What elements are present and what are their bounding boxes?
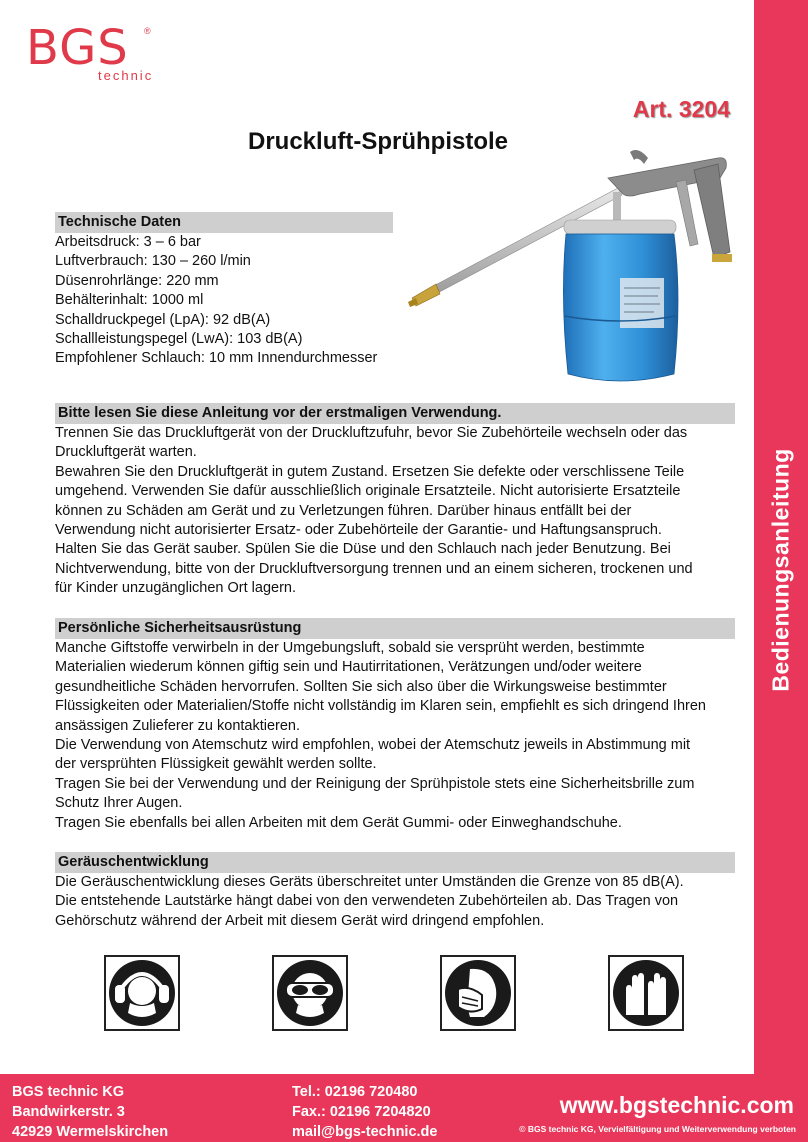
- text-line: der versprühten Flüssigkeit gewählt werden sollte.: [55, 756, 377, 773]
- section-read-instructions: [55, 403, 735, 599]
- article-number: Art. 3204: [632, 96, 730, 122]
- text-line: Behälterinhalt: 1000 ml: [55, 292, 204, 309]
- logo-main: BGS: [26, 20, 129, 76]
- safety-goggles-icon: [272, 955, 348, 1031]
- text-line: Schallleistungspegel (LwA): 103 dB(A): [55, 331, 303, 348]
- text-line: Die Geräuschentwicklung dieses Geräts überschreitet unter Umständen die Grenze von 85 dB(A).: [55, 874, 684, 890]
- text-line: Tragen Sie bei der Verwendung und der Reinigung der Sprühpistole stets eine Sicherheitsbrille zum: [55, 775, 695, 792]
- footer-copyright: © BGS technic KG, Vervielfältigung und Weiterverwendung verboten: [519, 1124, 796, 1134]
- section-body: [55, 424, 735, 599]
- text-line: Verwendung nicht autorisierter Ersatz- oder Zubehörteile der Garantie- und Haftungsanspruch.: [55, 522, 662, 539]
- text-line: Empfohlener Schlauch: 10 mm Innendurchmesser: [55, 350, 378, 367]
- text-line: für Kinder unzugänglichen Ort lagern.: [55, 580, 297, 597]
- section-safety-equipment: [55, 618, 735, 833]
- text-line: Trennen Sie das Druckluftgerät von der Druckluftzufuhr, bevor Sie Zubehörteile wechseln oder das: [55, 425, 688, 441]
- logo-registered: ®: [144, 26, 151, 36]
- text-line: Flüssigkeiten oder Materialien/Stoffe nicht vollständig im Klaren sein, empfiehlt es sich dringend Ihren: [55, 698, 706, 715]
- text-line: Bewahren Sie den Druckluftgerät in gutem Zustand. Ersetzen Sie defekte oder verschlissene Teile: [55, 463, 685, 480]
- page-title: Druckluft-Sprühpistole: [248, 128, 509, 155]
- section-body: [55, 233, 393, 369]
- respirator-mask-icon: [440, 955, 516, 1031]
- text-line: Gehörschutz während der Arbeit mit diesem Gerät wird dringend empfohlen.: [55, 912, 545, 929]
- section-noise: [55, 852, 735, 931]
- text-line: Tragen Sie ebenfalls bei allen Arbeiten mit dem Gerät Gummi- oder Einweghandschuhe.: [55, 814, 622, 831]
- footer-website-link[interactable]: www.bgstechnic.com: [559, 1092, 794, 1118]
- gloves-icon: [608, 955, 684, 1031]
- section-heading: Persönliche Sicherheitsausrüstung: [55, 618, 735, 639]
- company-street: Bandwirkerstr. 3: [12, 1104, 125, 1120]
- text-line: Nichtverwendung, bitte von der Druckluftversorgung trennen und an einem sicheren, trockenen und: [55, 560, 693, 577]
- text-line: Arbeitsdruck: 3 – 6 bar: [55, 234, 201, 250]
- contact-email[interactable]: mail@bgs-technic.de: [292, 1124, 438, 1140]
- text-line: Materialien wiederum können giftig sein und Hautirritationen, Verätzungen und/oder weitere: [55, 659, 642, 676]
- safety-pictograms: [104, 955, 684, 1031]
- ear-protection-icon: [104, 955, 180, 1031]
- text-line: Die Verwendung von Atemschutz wird empfohlen, wobei der Atemschutz jeweils in Abstimmung mit: [55, 737, 691, 754]
- section-heading: Geräuschentwicklung: [55, 852, 735, 873]
- company-name: BGS technic KG: [12, 1084, 124, 1100]
- text-line: Schutz Ihrer Augen.: [55, 795, 183, 812]
- section-body: [55, 639, 735, 833]
- section-body: [55, 873, 735, 931]
- contact-phone: Tel.: 02196 720480: [292, 1084, 418, 1100]
- logo-sub: technic: [98, 68, 154, 83]
- section-technical-data: [55, 212, 393, 369]
- text-line: können zu Schäden am Gerät und zu Verletzungen führen. Darüber hinaus entfällt bei der: [55, 502, 632, 519]
- brand-logo: [26, 20, 156, 84]
- text-line: gesundheitliche Schäden hervorrufen. Sollten Sie sich also über die Wirkungsweise bestimmter: [55, 678, 667, 695]
- company-city: 42929 Wermelskirchen: [12, 1124, 169, 1140]
- text-line: Luftverbrauch: 130 – 260 l/min: [55, 253, 251, 270]
- text-line: Die entstehende Lautstärke hängt dabei von den verwendeten Zubehörteilen ab. Das Tragen von: [55, 893, 679, 910]
- spray-gun-image: [408, 148, 738, 398]
- section-heading: Bitte lesen Sie diese Anleitung vor der erstmaligen Verwendung.: [55, 403, 735, 424]
- contact-fax: Fax.: 02196 7204820: [292, 1104, 431, 1120]
- footer-band: [0, 1074, 808, 1142]
- text-line: Druckluftgerät warten.: [55, 444, 197, 461]
- sidebar-label: Bedienungsanleitung: [767, 448, 794, 692]
- footer-company: [12, 1082, 168, 1142]
- text-line: umgehend. Verwenden Sie dafür ausschließlich originale Ersatzteile. Nicht autorisierte Ersatzteile: [55, 483, 681, 500]
- text-line: Schalldruckpegel (LpA): 92 dB(A): [55, 311, 271, 328]
- text-line: Manche Giftstoffe verwirbeln in der Umgebungsluft, sobald sie versprüht werden, bestimmte: [55, 640, 645, 656]
- footer-contact: [292, 1082, 437, 1142]
- text-line: Halten Sie das Gerät sauber. Spülen Sie die Düse und den Schlauch nach jeder Benutzung. Bei: [55, 541, 671, 558]
- text-line: Düsenrohrlänge: 220 mm: [55, 272, 219, 289]
- section-heading: Technische Daten: [55, 212, 393, 233]
- sidebar-band: [754, 0, 808, 1074]
- text-line: ansässigen Zulieferer zu kontaktieren.: [55, 717, 301, 734]
